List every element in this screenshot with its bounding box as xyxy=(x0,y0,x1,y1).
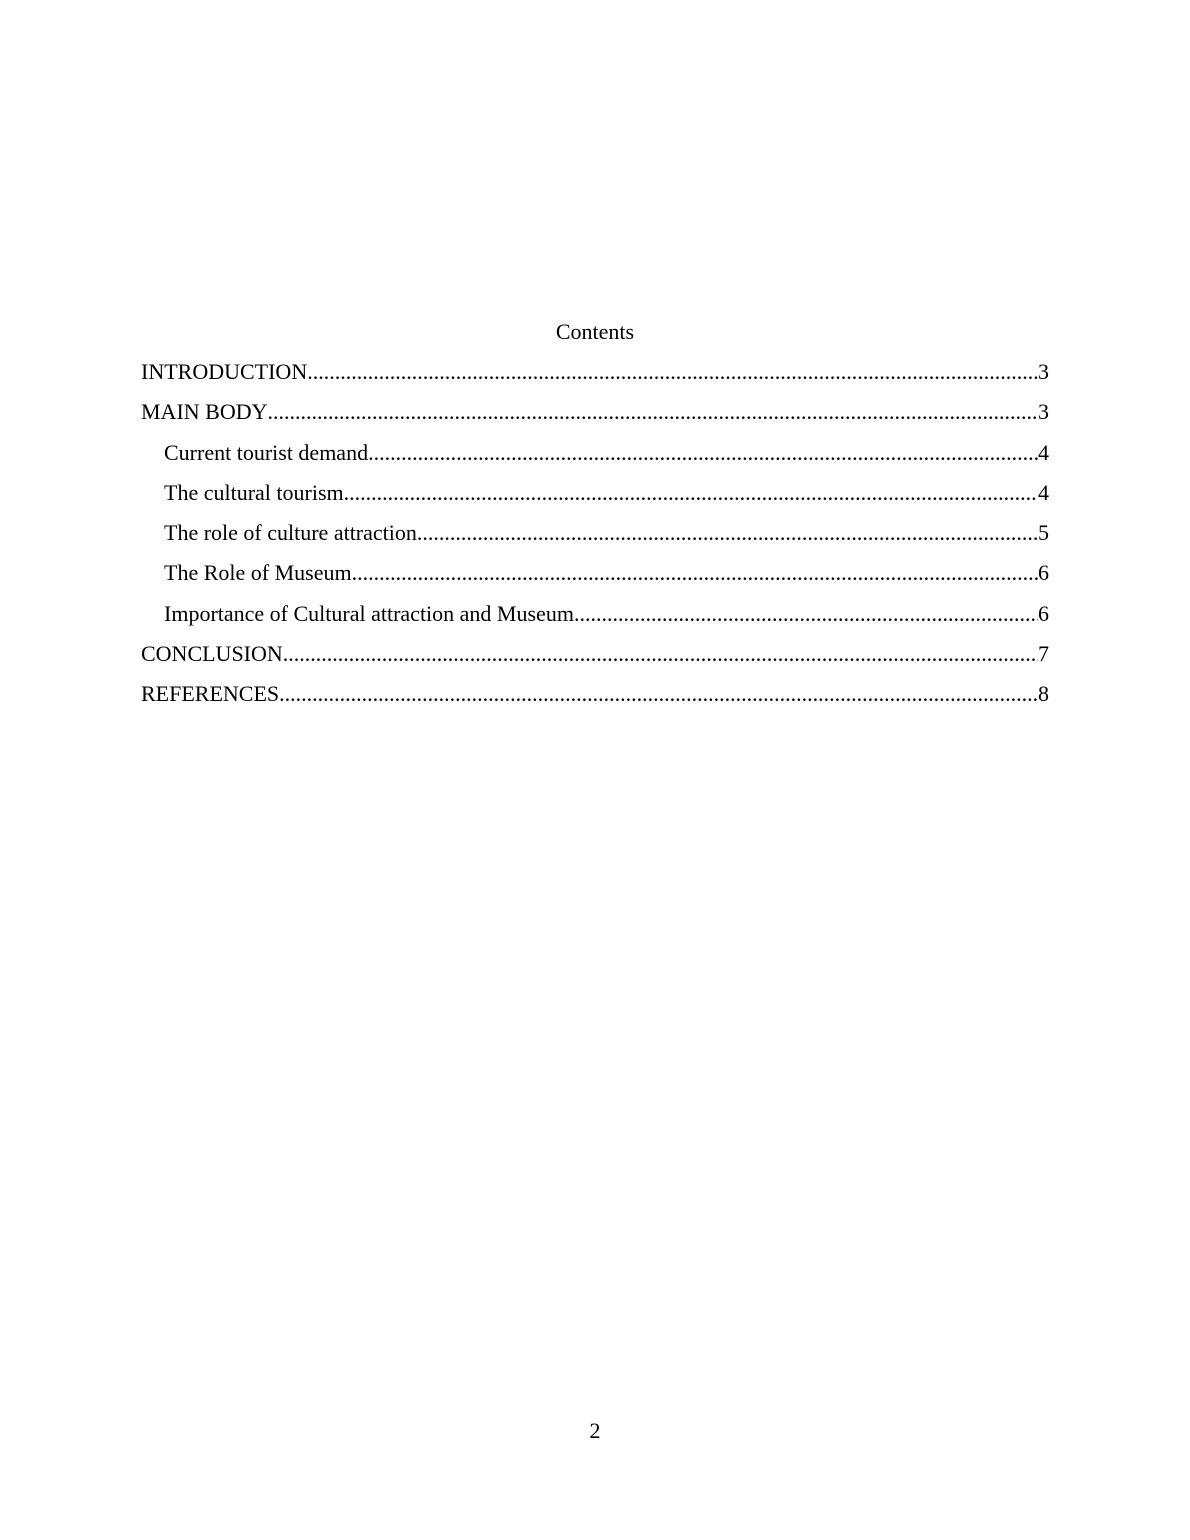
toc-entry-page: 6 xyxy=(1038,600,1049,626)
toc-entry-references[interactable] xyxy=(141,680,1049,720)
toc-entry-page: 6 xyxy=(1038,560,1049,586)
toc-entry-label: The Role of Museum xyxy=(164,560,352,586)
toc-entry-label: The role of culture attraction xyxy=(164,520,417,546)
toc-dot-leader xyxy=(283,640,1038,668)
toc-dot-leader xyxy=(279,680,1038,708)
toc-entry-page: 5 xyxy=(1038,520,1049,546)
toc-entry-label: REFERENCES xyxy=(141,681,280,707)
toc-title: Contents xyxy=(555,319,635,344)
toc-dot-leader xyxy=(307,358,1038,386)
toc-entry-role-of-museum[interactable] xyxy=(141,559,1049,599)
toc-entry-page: 4 xyxy=(1038,479,1049,505)
toc-entry-role-of-culture-attraction[interactable] xyxy=(141,519,1049,559)
toc-dot-leader xyxy=(368,439,1038,467)
page-number: 2 xyxy=(589,1418,601,1443)
toc-entry-page: 3 xyxy=(1038,399,1049,425)
toc-entry-page: 4 xyxy=(1038,439,1049,465)
toc-entry-page: 3 xyxy=(1038,359,1049,384)
toc-entry-page: 7 xyxy=(1038,641,1049,667)
toc-entry-cultural-tourism[interactable] xyxy=(141,479,1049,519)
toc-entry-label: MAIN BODY xyxy=(141,399,268,425)
toc-dot-leader xyxy=(574,600,1038,628)
toc-entry-main-body[interactable] xyxy=(141,398,1049,438)
toc-dot-leader xyxy=(344,479,1038,507)
toc-entry-current-tourist-demand[interactable] xyxy=(141,439,1049,479)
toc-entry-page: 8 xyxy=(1038,681,1049,707)
toc-dot-leader xyxy=(417,519,1038,547)
toc-entry-label: The cultural tourism xyxy=(164,479,344,505)
toc-entry-conclusion[interactable] xyxy=(141,640,1049,680)
table-of-contents xyxy=(141,358,1049,721)
toc-entry-label: Current tourist demand xyxy=(164,439,369,465)
toc-dot-leader xyxy=(268,398,1039,426)
toc-entry-label: INTRODUCTION xyxy=(141,359,308,384)
toc-entry-label: CONCLUSION xyxy=(141,641,283,667)
toc-entry-introduction[interactable] xyxy=(141,358,1049,398)
toc-entry-label: Importance of Cultural attraction and Museum xyxy=(164,600,574,626)
toc-dot-leader xyxy=(352,559,1038,587)
toc-entry-importance-cultural-attraction-museum[interactable] xyxy=(141,600,1049,640)
